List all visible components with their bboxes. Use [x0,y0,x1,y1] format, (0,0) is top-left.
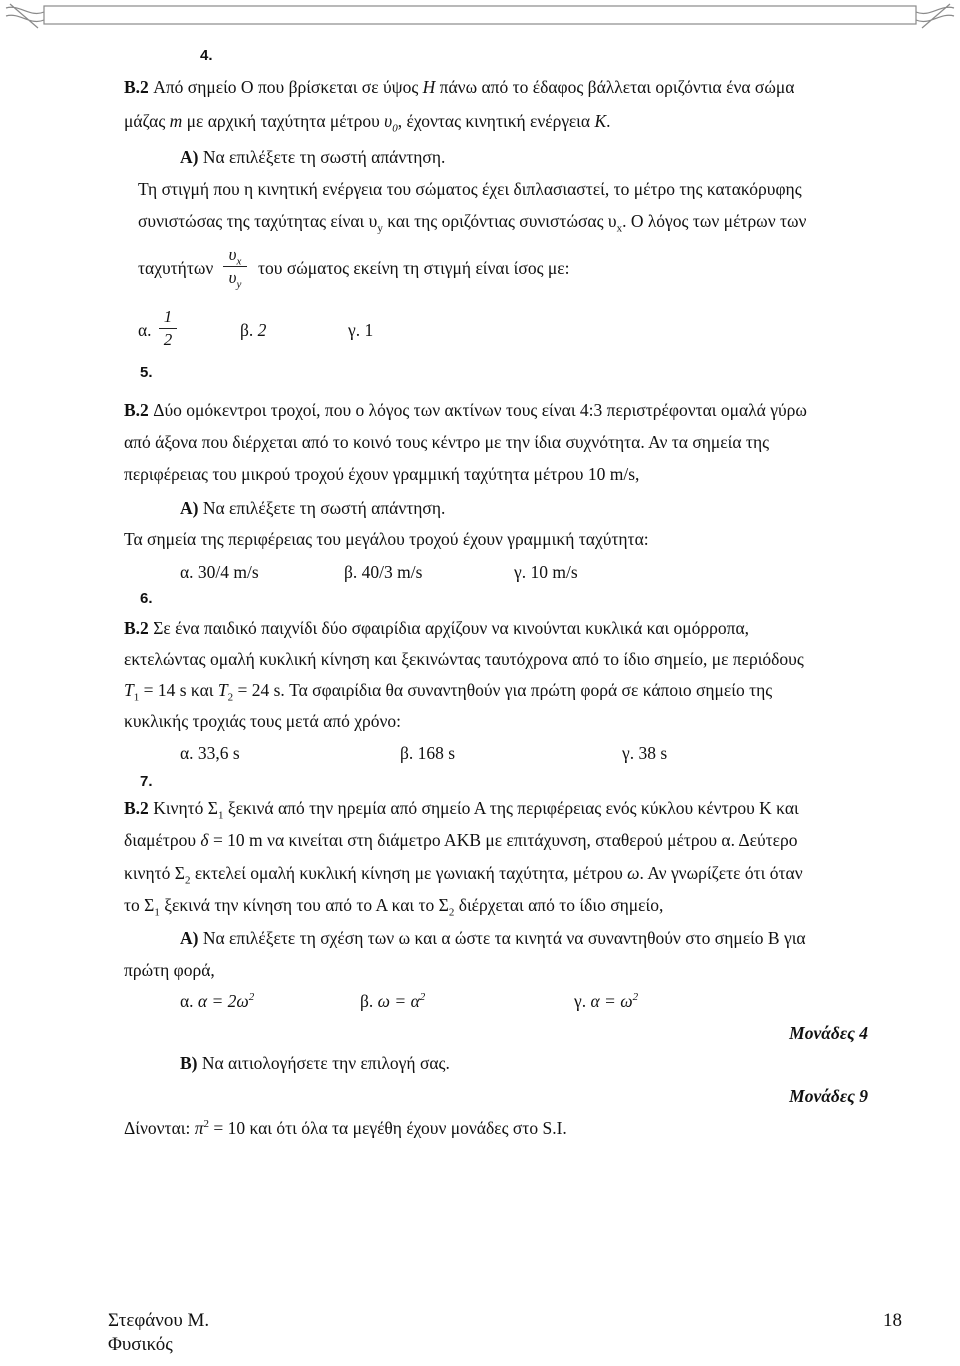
q4-option-a-fraction: 1 2 [156,306,180,351]
q7-units-part-b: Μονάδες 9 [789,1086,868,1106]
q5-option-c: γ. 10 m/s [514,562,578,582]
q5-line-1: B.2 Δύο ομόκεντροι τροχοί, που ο λόγος των ακτίνων τους είναι 4:3 περιστρέφονται ομαλά γύρω [124,400,807,420]
q7-line-1: B.2 Κινητό $\Sigma_1$ ξεκινά από την ηρεμία από σημείο Α της περιφέρειας ενός κύκλου κέντρου Κ και [124,798,799,822]
question-number-6: 6. [140,590,153,607]
q6-line-3: $T_1 = 14$ s και $T_2 = 24$ s. Τα σφαιρίδια θα συναντηθούν για πρώτη φορά σε κάποιο σημείο της [124,680,773,704]
q5-line-2: από άξονα που διέρχεται από το κοινό τους κέντρο με την ίδια συχνότητα. Αν τα σημεία της [124,432,770,452]
q7-line-3: κινητό $\Sigma_2$ εκτελεί ομαλή κυκλική κίνηση με γωνιακή ταχύτητα, μέτρου ω. Αν γνωρίζετε ότι όταν [124,863,803,887]
footer-role: Φυσικός [108,1334,173,1355]
q6-option-b: β. 168 s [400,743,456,763]
q6-line-2: εκτελώντας ομαλή κυκλική κίνηση και ξεκινώντας ταυτόχρονα από το ίδιο σημείο, με περιόδους [124,649,804,669]
q4-option-a-label: α. [138,320,152,340]
question-number-5: 5. [140,364,153,381]
q5-line-3: περιφέρειας του μικρού τροχού έχουν γραμμική ταχύτητα μέτρου 10 m/s, [124,464,640,484]
q7-option-a: α. $\alpha = 2\omega^2$ [180,991,255,1011]
q4-line-1: B.2 Από σημείο Ο που βρίσκεται σε ύψος H πάνω από το έδαφος βάλλεται οριζόντια ένα σώμα [124,77,795,97]
q4-option-c: γ. 1 [348,320,374,340]
q4-option-b: β. 2 [240,320,267,340]
q7-option-b: β. $\omega = \alpha^2$ [360,991,426,1011]
question-number-4: 4. [200,47,213,64]
question-number-7: 7. [140,773,153,790]
page-number: 18 [883,1310,902,1331]
q6-line-4: κυκλικής τροχιάς τους μετά από χρόνο: [124,711,401,731]
q5-part-a: Α) Να επιλέξετε τη σωστή απάντηση. [180,498,446,518]
q7-given: Δίνονται: $\pi^2 = 10$ και ότι όλα τα μεγέθη έχουν μονάδες στο S.I. [124,1118,567,1138]
q7-line-5: πρώτη φορά, [124,960,215,980]
q7-part-b: Β) Να αιτιολογήσετε την επιλογή σας. [180,1053,450,1073]
q4-line-2: μάζας m με αρχική ταχύτητα μέτρου $\upsilon_0$, έχοντας κινητική ενέργεια K. [124,111,611,135]
q5-option-b: β. 40/3 m/s [344,562,423,582]
q6-option-c: γ. 38 s [622,743,668,763]
velocity-ratio-fraction: $\upsilon_x$ $\upsilon_y$ [220,244,250,289]
q4-line-4: συνιστώσας της ταχύτητας είναι $\upsilon_y$ και της οριζόντιας συνιστώσας $\upsilon_x$. Ο λόγος των μέτρων των [138,211,807,235]
q6-line-1: B.2 Σε ένα παιδικό παιχνίδι δύο σφαιρίδια αρχίζουν να κινούνται κυκλικά και ομόρροπα, [124,618,750,638]
q4-line-5-suffix: του σώματος εκείνη τη στιγμή είναι ίσος με: [258,258,570,278]
q5-option-a: α. 30/4 m/s [180,562,259,582]
q7-option-c: γ. $\alpha = \omega^2$ [574,991,639,1011]
q7-part-a: Α) Να επιλέξετε τη σχέση των ω και α ώστε τα κινητά να συναντηθούν στο σημείο Β για [180,928,806,948]
header-border [0,0,960,40]
q7-line-2: διαμέτρου δ = 10 m να κινείται στη διάμετρο ΑΚΒ με επιτάχυνση, σταθερού μέτρου α. Δεύτερο [124,830,798,850]
q7-line-4: το $\Sigma_1$ ξεκινά την κίνηση του από το Α και το $\Sigma_2$ διέρχεται από το ίδιο σημείο, [124,895,664,919]
q4-part-a: Α) Να επιλέξετε τη σωστή απάντηση. [180,147,446,167]
q4-line-5-prefix: ταχυτήτων [138,258,214,278]
q4-line-3: Τη στιγμή που η κινητική ενέργεια του σώματος έχει διπλασιαστεί, το μέτρο της κατακόρυφης [138,179,802,199]
q6-option-a: α. 33,6 s [180,743,240,763]
q5-line-4: Τα σημεία της περιφέρειας του μεγάλου τροχού έχουν γραμμική ταχύτητα: [124,529,649,549]
q7-units-part-a: Μονάδες 4 [789,1023,868,1043]
footer-author: Στεφάνου Μ. [108,1310,210,1331]
